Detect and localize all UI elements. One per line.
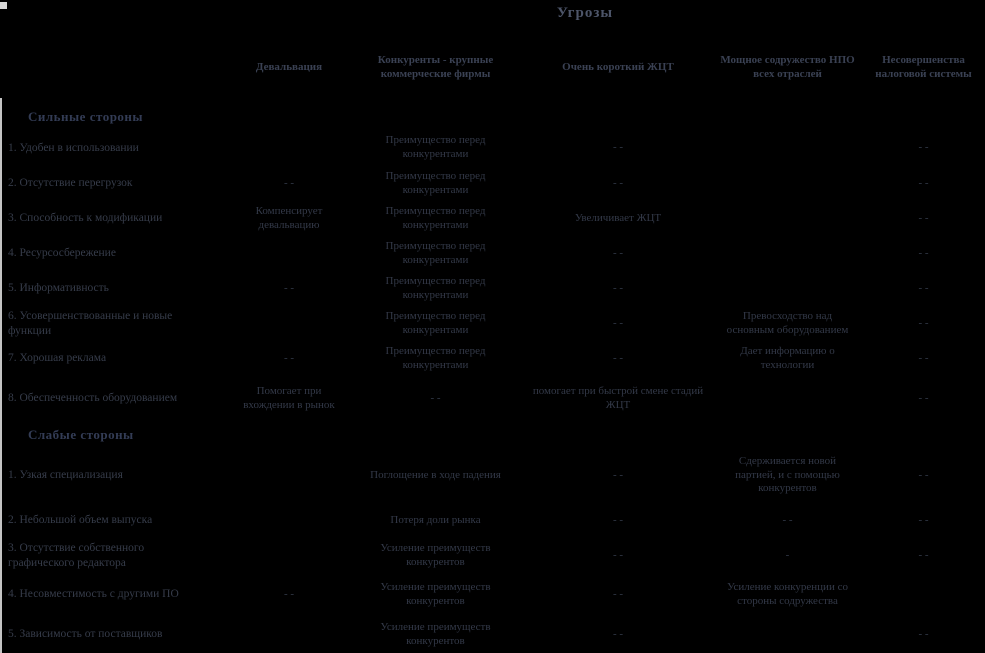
table-row (0, 503, 985, 538)
cell (713, 130, 862, 166)
row-label: 8. Обеспеченность оборудованием (8, 392, 178, 405)
cell (713, 166, 862, 201)
table-row (0, 130, 985, 166)
cell: Превосходство над основным оборудованием (726, 309, 849, 336)
corner-cell (0, 32, 230, 103)
row-label: 7. Хорошая реклама (8, 352, 107, 365)
cell: Преимущество перед конкурентами (385, 344, 486, 371)
cell (230, 538, 348, 573)
table-row (0, 271, 985, 306)
scan-artifact-dot (0, 2, 7, 9)
table-row (0, 376, 985, 421)
row-label: 4. Несовместимость с другими ПО (8, 588, 179, 601)
cell: - - (612, 548, 624, 561)
cell: помогает при быстрой смене стадий ЖЦТ (532, 384, 704, 411)
cell: Усиление конкуренции со стороны содружества (727, 580, 848, 607)
cell: - - (612, 281, 624, 294)
table-row (0, 538, 985, 573)
swot-threats-table (0, 32, 985, 653)
table-row (0, 341, 985, 376)
cell: Сдерживается новой партией, и с помощью конкурентов (735, 454, 840, 495)
row-label: 5. Информативность (8, 282, 109, 295)
section-header-row (0, 103, 985, 130)
cell: Усиление преимуществ конкурентов (380, 580, 491, 607)
cell: - - (612, 351, 624, 364)
cell (230, 448, 348, 503)
cell (230, 236, 348, 271)
table-row (0, 573, 985, 616)
cell: - (785, 548, 790, 561)
table-row (0, 306, 985, 341)
cell: Преимущество перед конкурентами (385, 134, 486, 160)
cell (230, 503, 348, 538)
cell: - - (612, 141, 624, 154)
cell: Преимущество перед конкурентами (385, 274, 486, 301)
cell: - - (430, 391, 441, 404)
cell (230, 130, 348, 166)
table-row (0, 166, 985, 201)
cell: Дает информацию о технологии (740, 344, 835, 371)
cell (713, 616, 862, 653)
table-row (0, 448, 985, 503)
section-header-strengths: Сильные стороны (28, 108, 144, 124)
cell: - - (612, 587, 624, 600)
section-header-row (0, 421, 985, 448)
row-label: 1. Удобен в использовании (8, 141, 139, 154)
cell: - - (918, 513, 929, 526)
cell: Преимущество перед конкурентами (385, 309, 486, 336)
section-header-weaknesses: Слабые стороны (28, 426, 134, 442)
cell: - - (612, 627, 624, 640)
row-label: 3. Отсутствие собственного графического редактора (8, 542, 145, 569)
cell (713, 236, 862, 271)
table-row (0, 616, 985, 653)
cell (713, 201, 862, 236)
cell: Преимущество перед конкурентами (385, 239, 486, 266)
cell: Помогает при вхождении в рынок (243, 384, 335, 411)
row-label: 1. Узкая специализация (8, 469, 123, 482)
cell: Преимущество перед конкурентами (385, 169, 486, 196)
cell: - - (612, 468, 624, 481)
cell: - - (612, 513, 624, 526)
cell: - - (918, 468, 929, 481)
column-header-short-lifecycle: Очень короткий ЖЦТ (562, 60, 674, 73)
cell: - - (283, 351, 295, 364)
cell: Компенсирует девальвацию (255, 204, 323, 231)
cell (713, 376, 862, 421)
table-row (0, 236, 985, 271)
cell: - - (918, 281, 929, 294)
row-label: 2. Отсутствие перегрузок (8, 177, 133, 190)
row-label: 5. Зависимость от поставщиков (8, 628, 163, 641)
row-label: 4. Ресурсосбережение (8, 247, 116, 260)
row-label: 2. Небольшой объем выпуска (8, 514, 153, 527)
cell: Преимущество перед конкурентами (385, 204, 486, 231)
cell (862, 573, 985, 616)
cell: - - (918, 176, 929, 189)
cell: Поглощение в ходе падения (370, 468, 501, 481)
cell: - - (918, 627, 929, 640)
cell: - - (918, 351, 929, 364)
cell: - - (283, 281, 295, 294)
cell: - - (918, 211, 929, 224)
cell: - - (612, 176, 624, 189)
cell: - - (782, 513, 793, 526)
row-label: 3. Способность к модификации (8, 212, 163, 225)
cell: Усиление преимуществ конкурентов (380, 541, 491, 568)
cell: - - (918, 246, 929, 259)
cell: - - (918, 548, 929, 561)
row-label: 6. Усовершенствованные и новые функции (8, 310, 173, 337)
cell: - - (918, 391, 929, 404)
cell: - - (283, 587, 295, 600)
page-title: Угрозы (556, 5, 614, 21)
column-header-tax-system: Несовершенства налоговой системы (875, 53, 972, 80)
cell: - - (612, 246, 624, 259)
cell: - - (918, 141, 929, 154)
cell (230, 616, 348, 653)
cell: - - (918, 316, 929, 329)
cell: - - (283, 176, 295, 189)
cell: Потеря доли рынка (390, 513, 481, 526)
column-header-consortium: Мощное содружество НПО всех отраслей (720, 53, 855, 80)
table-header-row (0, 32, 985, 103)
cell (230, 306, 348, 341)
cell: Усиление преимуществ конкурентов (380, 620, 491, 647)
cell (713, 271, 862, 306)
column-header-competitors: Конкуренты - крупные коммерческие фирмы (377, 53, 494, 80)
column-header-devaluation: Девальвация (255, 60, 323, 73)
cell: Увеличивает ЖЦТ (574, 211, 662, 224)
cell: - - (612, 316, 624, 329)
table-row (0, 201, 985, 236)
